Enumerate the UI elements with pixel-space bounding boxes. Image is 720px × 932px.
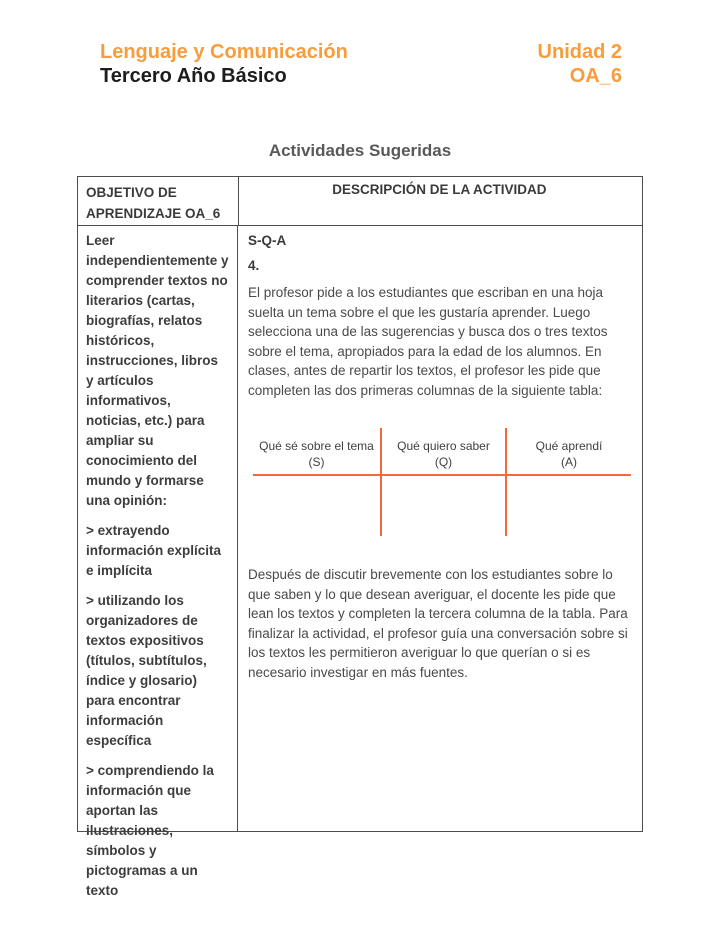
header-left — [100, 40, 348, 88]
document-header — [100, 40, 622, 88]
sqa-column-a — [507, 428, 631, 536]
sqa-column-s-title: Qué sé sobre el tema — [259, 439, 374, 453]
sqa-column-a-letter: (A) — [561, 455, 577, 469]
sqa-column-q-title: Qué quiero saber — [397, 439, 490, 453]
sqa-header-rule — [253, 474, 631, 476]
sqa-column-q-letter: (Q) — [434, 455, 453, 469]
unit-label: Unidad 2 — [537, 41, 622, 63]
activity-number: 4. — [248, 258, 260, 273]
strategy-label: S-Q-A — [248, 233, 287, 248]
oa-code-label: OA_6 — [569, 65, 622, 87]
page-title: Actividades Sugeridas — [268, 141, 452, 160]
objective-cell — [78, 226, 238, 898]
table-header-row — [78, 177, 642, 226]
objective-intro: Leer independientemente y comprender textos no literarios (cartas, biografías, relatos históricos, instrucciones, libros y artículos informativos, noticias, etc.) para ampliar su conocimiento del mundo y formarse una opinión: — [86, 233, 229, 508]
sqa-column-s — [253, 428, 382, 536]
description-column-header: DESCRIPCIÓN DE LA ACTIVIDAD — [332, 182, 547, 197]
sqa-column-a-title: Qué aprendí — [535, 439, 603, 453]
objective-bullet: > comprendiendo la información que aportan las ilustraciones, símbolos y pictogramas a un texto — [86, 763, 214, 898]
grade-title: Tercero Año Básico — [100, 65, 287, 87]
sqa-column-s-letter: (S) — [308, 455, 325, 469]
objective-bullet: > extrayendo información explícita e implícita — [86, 523, 222, 578]
activities-table — [77, 176, 643, 898]
activity-paragraph-1: El profesor pide a los estudiantes que escriban en una hoja suelta un tema sobre el que les gustaría aprender. Luego selecciona una de las sugerencias y busca dos o tres textos sobre el tema, apropiados para la edad de los alumnos. En clases, antes de repartir los textos, el profesor les pide que completen las dos primeras columnas de la siguiente tabla: — [248, 285, 608, 398]
activity-paragraph-2: Después de discutir brevemente con los estudiantes sobre lo que saben y lo que desean averiguar, el docente les pide que lean los textos y completen la tercera columna de la tabla. Para finalizar la actividad, el profesor guía una conversación sobre si los textos les permitieron averiguar lo que querían o si es necesario investigar en más fuentes. — [248, 567, 628, 680]
table-body-row — [78, 226, 642, 898]
activity-cell — [238, 226, 642, 831]
subject-title: Lenguaje y Comunicación — [100, 41, 348, 63]
objective-column-header: OBJETIVO DE APRENDIZAJE OA_6 — [78, 177, 239, 225]
header-right — [538, 40, 622, 88]
objective-bullet: > utilizando los organizadores de textos expositivos (títulos, subtítulos, índice y glosario) para encontrar información específica — [86, 593, 207, 748]
sqa-column-q — [382, 428, 507, 536]
sqa-chart — [253, 428, 631, 536]
